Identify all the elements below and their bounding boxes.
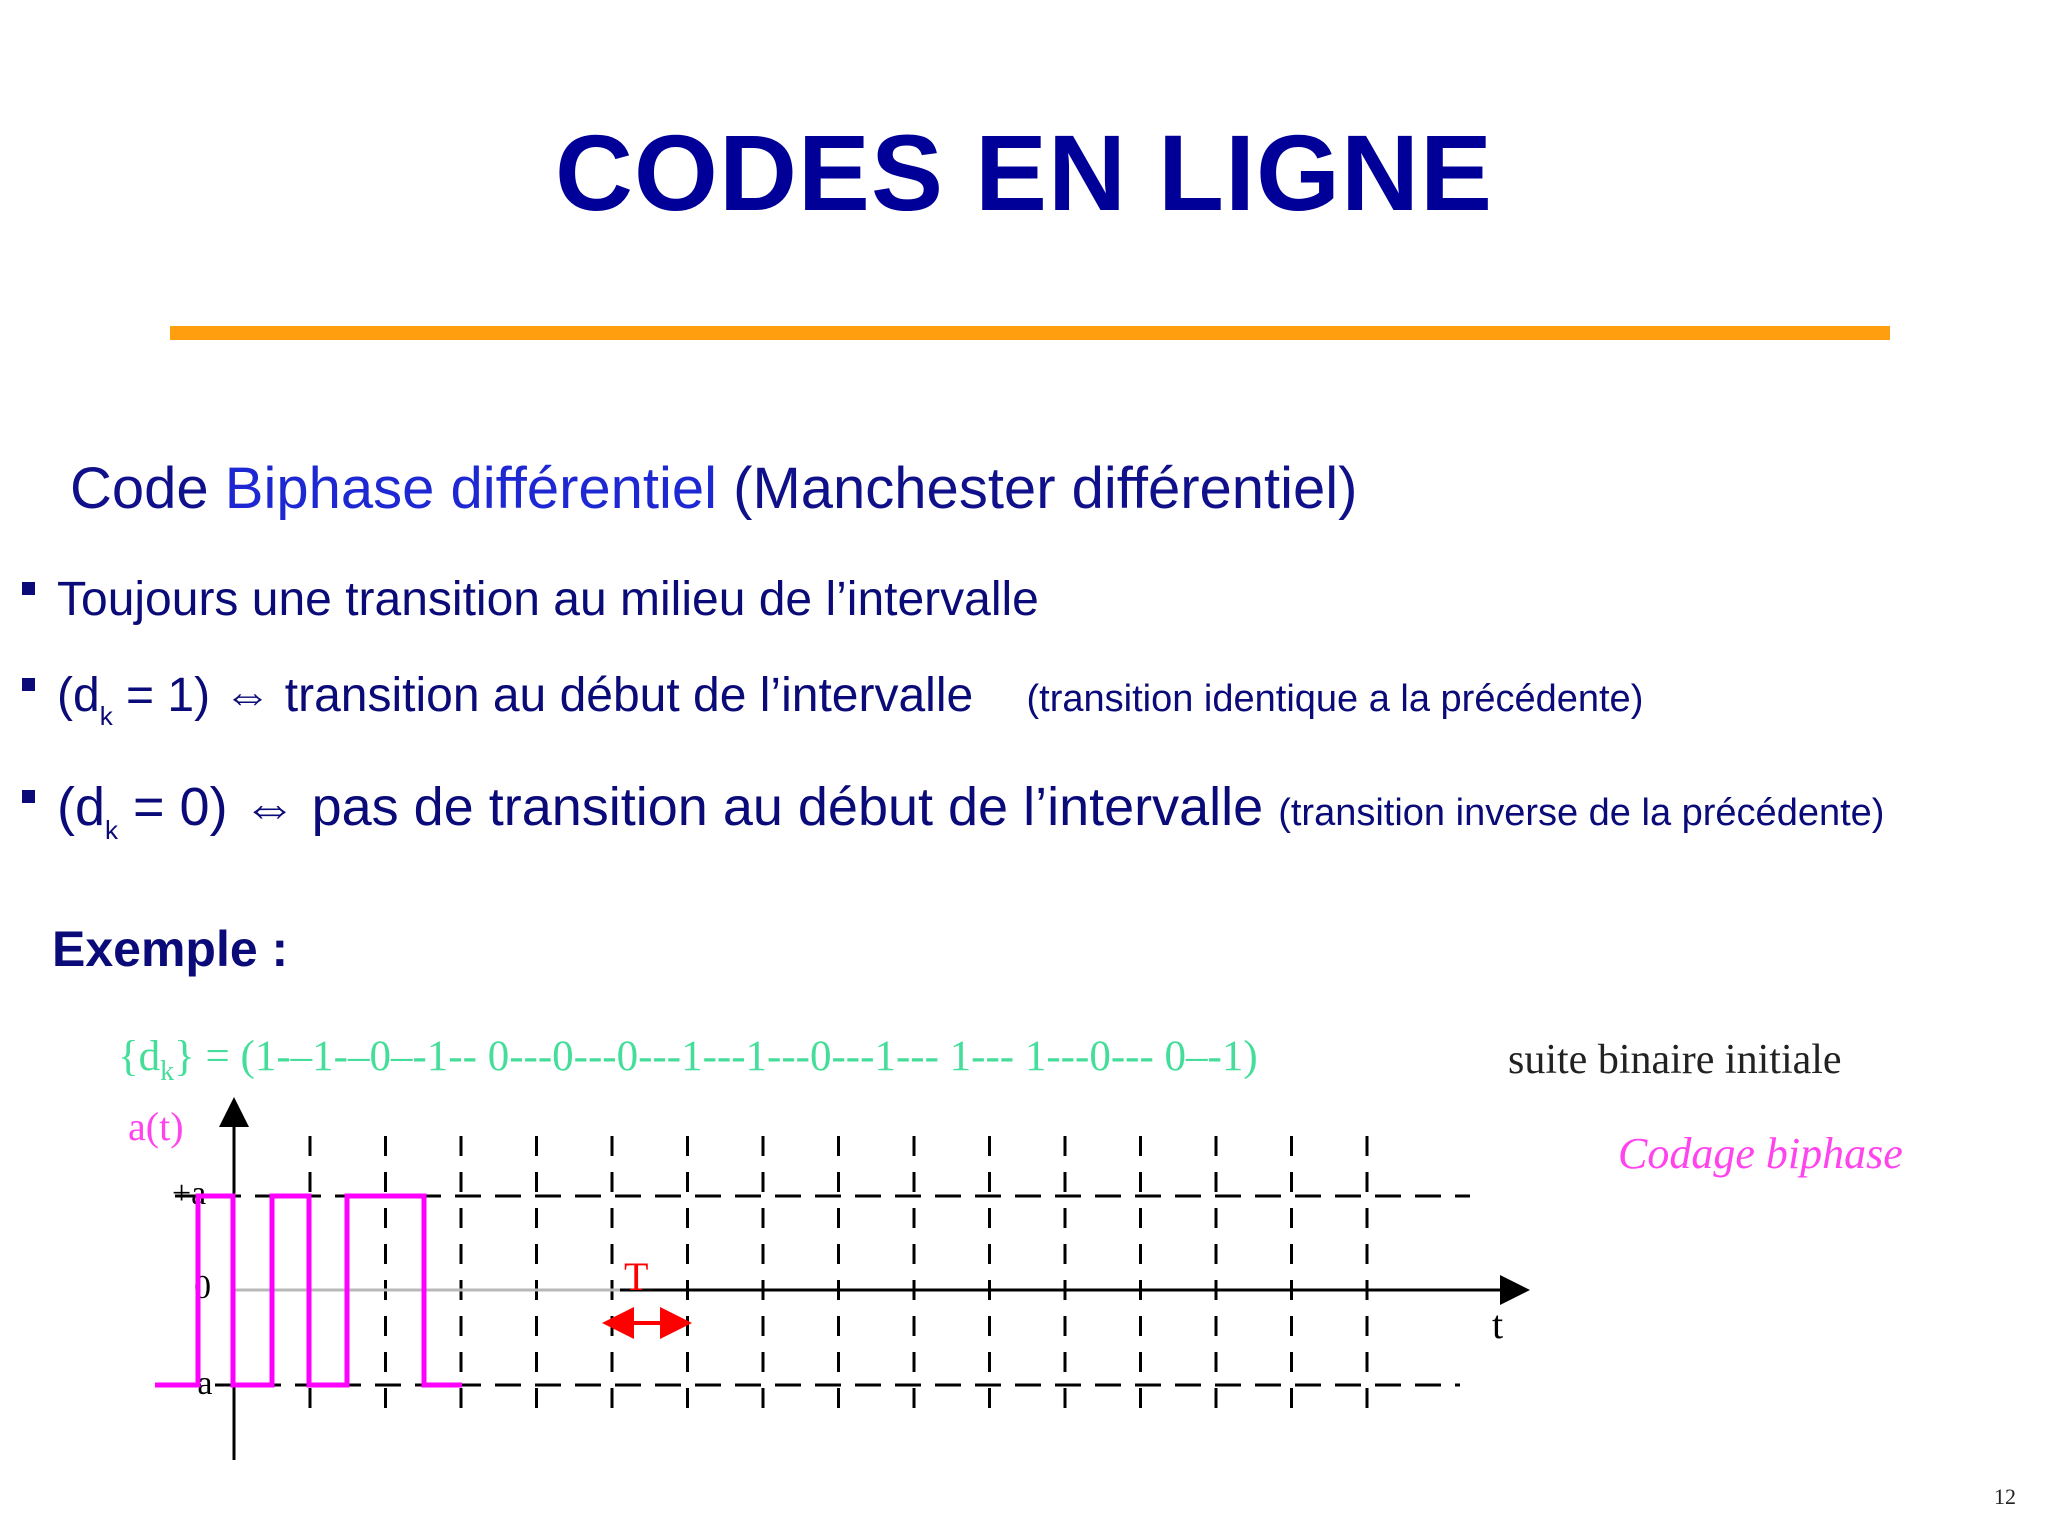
sequence-values: } = (1-–1-–0–-1-- 0---0---0---1---1---0---1--- 1--- 1---0--- 0–-1)	[174, 1033, 1258, 1080]
bullet-text: = 1) ⇔ transition au début de l’intervalle	[112, 669, 974, 722]
subtitle-highlight: Biphase différentiel	[224, 456, 718, 521]
vertical-grid-lines	[310, 1136, 1367, 1412]
example-label: Exemple :	[52, 921, 289, 977]
minus-level-label: -a	[186, 1365, 213, 1402]
bullet-open: (d	[57, 669, 100, 722]
sequence-subscript: k	[160, 1056, 175, 1087]
x-axis-label: t	[1492, 1302, 1504, 1347]
encoding-caption: Codage biphase	[1618, 1129, 1903, 1178]
bullet-open: (d	[57, 777, 106, 837]
slide-title: CODES EN LIGNE	[554, 112, 1494, 233]
bullet-text: = 0) ⇔ pas de transition au début de l’intervalle	[118, 777, 1264, 837]
period-label: T	[624, 1254, 649, 1299]
subtitle-prefix: Code	[70, 456, 225, 521]
subtitle-suffix: (Manchester différentiel)	[717, 456, 1358, 521]
sequence-prefix: {d	[118, 1033, 161, 1080]
bullet-note: (transition identique a la précédente)	[1026, 678, 1644, 720]
bullet-text: Toujours une transition au milieu de l’intervalle	[57, 573, 1039, 626]
page-number: 12	[1994, 1484, 2016, 1509]
bullet-note: (transition inverse de la précédente)	[1278, 792, 1885, 834]
zero-level-label: 0	[194, 1269, 211, 1306]
bullet-subscript: k	[105, 815, 119, 845]
bullet-subscript: k	[99, 701, 113, 731]
y-axis-label: a(t)	[128, 1104, 184, 1149]
plus-level-label: +a	[172, 1175, 207, 1212]
sequence-caption: suite binaire initiale	[1508, 1037, 1842, 1083]
